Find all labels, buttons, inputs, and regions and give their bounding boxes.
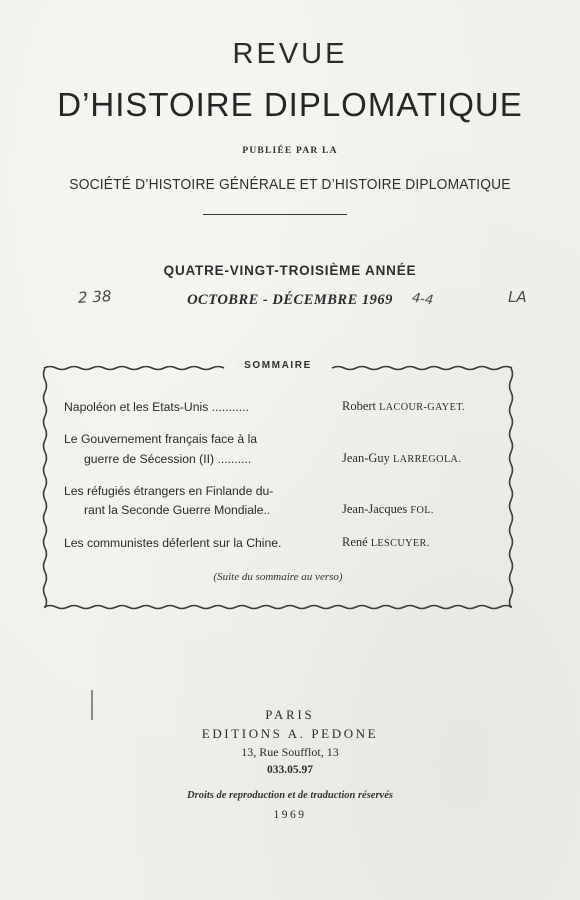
entry-title-line: Les réfugiés étrangers en Finlande du- — [64, 484, 274, 498]
publisher-address: 13, Rue Soufflot, 13 — [241, 745, 339, 759]
publisher-name: EDITIONS A. PEDONE — [201, 726, 379, 741]
journal-word: REVUE — [232, 38, 348, 70]
issue-date: OCTOBRE - DÉCEMBRE 1969 — [187, 292, 393, 308]
divider-rule — [203, 214, 347, 215]
published-by: PUBLIÉE PAR LA — [242, 146, 338, 156]
rights-notice: Droits de reproduction et de traduction réservés — [187, 790, 393, 801]
volume-year: QUATRE-VINGT-TROISIÈME ANNÉE — [163, 263, 417, 278]
entry-title-line: Napoléon et les Etats-Unis ........... — [64, 400, 249, 414]
publisher-city: PARIS — [265, 708, 315, 722]
handwritten-note-right: LA — [508, 288, 527, 306]
entry-title-line: Le Gouvernement français face à la — [64, 432, 258, 446]
entry-author: Robert LACOUR-GAYET. — [342, 399, 466, 413]
journal-title: D’HISTOIRE DIPLOMATIQUE — [57, 86, 523, 123]
publisher-phone: 033.05.97 — [267, 764, 313, 776]
handwritten-note-left: 2 38 — [77, 287, 112, 307]
entry-title-line: guerre de Sécession (II) .......... — [84, 452, 252, 466]
society-name: SOCIÉTÉ D’HISTOIRE GÉNÉRALE ET D’HISTOIRE DIPLOMATIQUE — [69, 176, 511, 193]
summary-box — [42, 360, 514, 610]
summary-continued-note: (Suite du sommaire au verso) — [213, 571, 343, 583]
publication-year: 1969 — [273, 809, 307, 821]
entry-author: Jean-Jacques FOL. — [342, 502, 434, 516]
entry-title-line: rant la Seconde Guerre Mondiale.. — [84, 503, 271, 517]
entry-author: René LESCUYER. — [342, 535, 430, 549]
handwritten-note-middle: 4-4 — [411, 290, 435, 309]
entry-author: Jean-Guy LARREGOLA. — [342, 451, 462, 465]
summary-heading: SOMMAIRE — [42, 360, 514, 371]
entry-title-line: Les communistes déferlent sur la Chine. — [64, 536, 282, 550]
